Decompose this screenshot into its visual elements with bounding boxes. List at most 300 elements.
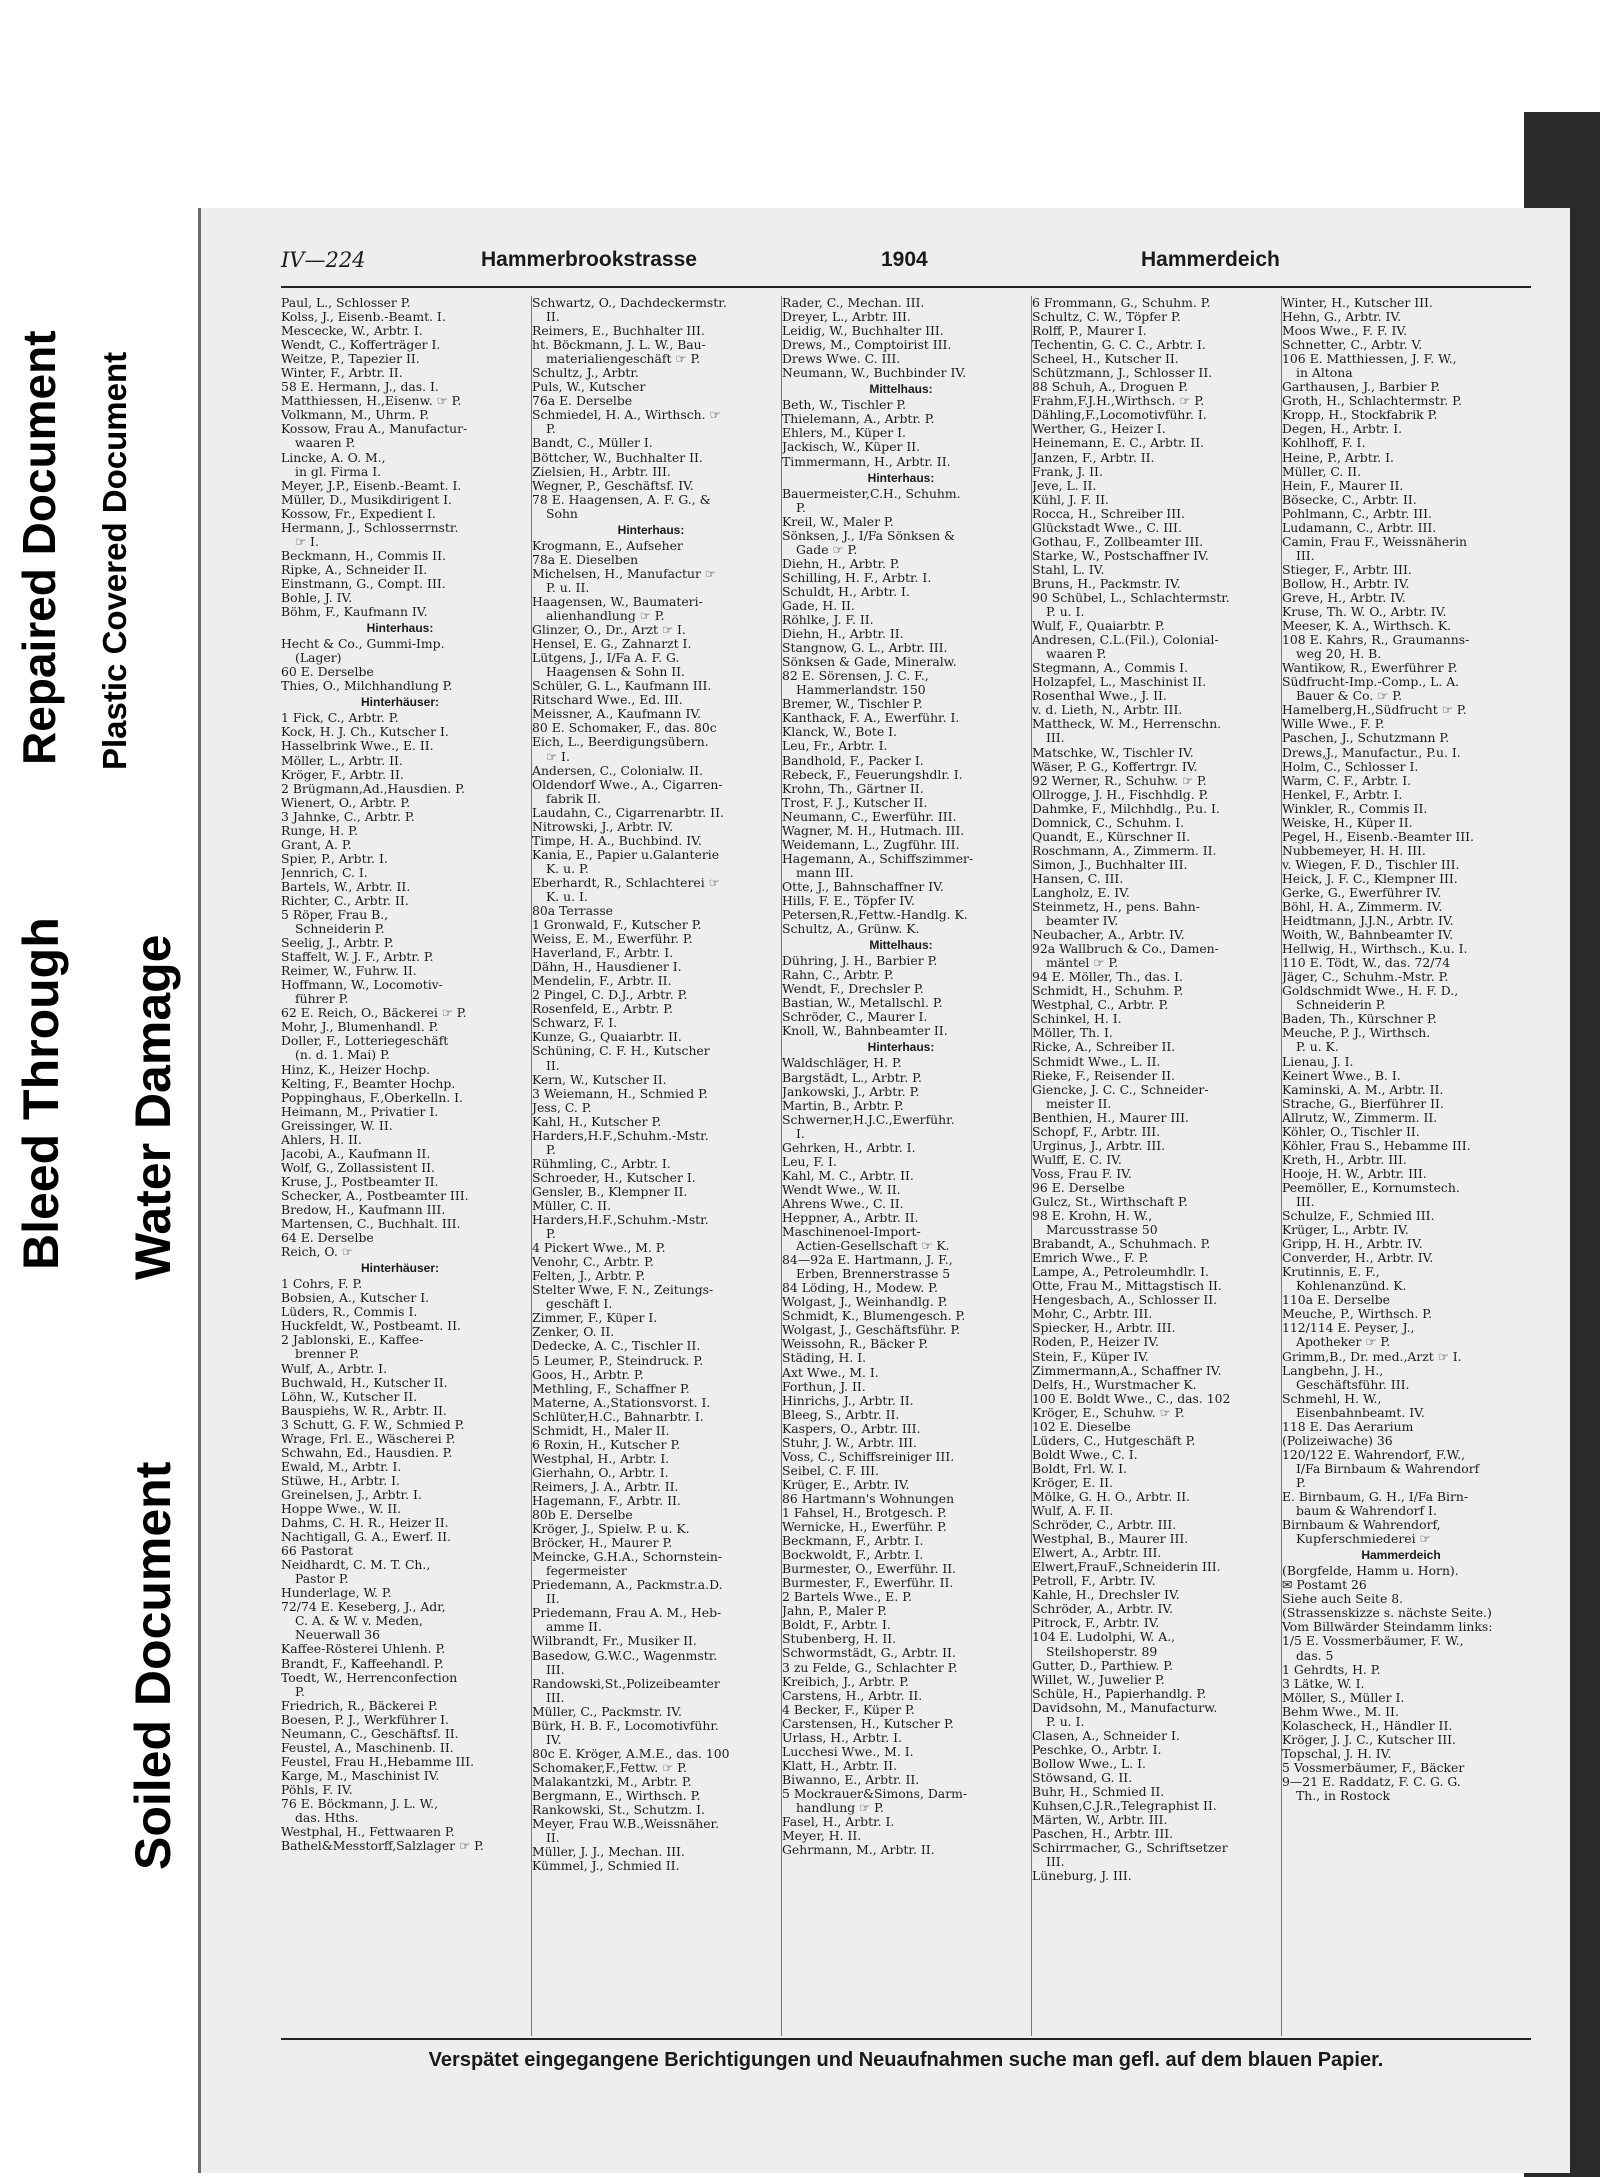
directory-entry: Pitrock, F., Arbtr. IV. [1032,1616,1160,1631]
directory-entry: fabrik II. [546,791,601,806]
directory-entry: 1 Gehrdts, H. P. [1282,1662,1381,1677]
directory-entry: Schomaker,F.,Fettw. ☞ P. [532,1760,687,1775]
directory-entry: Petersen,R.,Fettw.-Handlg. K. [782,908,968,923]
directory-entry: 3 Lätke, W. I. [1282,1676,1365,1691]
directory-entry: P. [796,500,806,515]
directory-entry: Reimer, W., Fuhrw. II. [281,964,417,979]
directory-entry: 1 Gronwald, F., Kutscher P. [532,918,702,933]
directory-entry: Winter, H., Kutscher III. [1282,296,1433,310]
directory-entry: III. [1046,1855,1065,1870]
directory-entry: Greinelsen, J., Arbtr. I. [281,1487,422,1502]
directory-entry: Matthiessen, H.,Eisenw. ☞ P. [281,394,462,409]
directory-entry: Bathel&Messtorff,Salzlager ☞ P. [281,1839,484,1854]
directory-entry: Hensel, E. G., Zahnarzt I. [532,637,692,652]
directory-entry: alienhandlung ☞ P. [546,609,665,624]
label-plastic-covered-document: Plastic Covered Document [96,351,133,770]
directory-entry: 96 E. Derselbe [1032,1180,1125,1195]
directory-entry: 78a E. Dieselben [532,552,639,567]
directory-entry: Bauer & Co. ☞ P. [1296,689,1403,704]
directory-entry: Haagensen & Sohn II. [546,665,685,680]
directory-entry: Neumann, C., Geschäftsf. II. [281,1726,459,1741]
directory-entry: Bauspiehs, W. R., Arbtr. II. [281,1403,447,1418]
directory-entry: Kock, H. J. Ch., Kutscher I. [281,725,449,740]
directory-entry: P. [295,1684,305,1699]
directory-entry: K. u. P. [546,861,589,876]
directory-entry: Kunze, G., Quaiarbtr. II. [532,1030,682,1045]
directory-entry: 1 Fick, C., Arbtr. P. [281,711,399,726]
directory-entry: Paul, L., Schlosser P. [281,296,411,310]
directory-entry: Quandt, E., Kürschner II. [1032,829,1191,844]
directory-entry: Staffelt, W. J. F., Arbtr. P. [281,950,434,965]
directory-entry: Wantikow, R., Ewerführer P. [1282,661,1458,676]
directory-entry: Michelsen, H., Manufactur ☞ [532,566,716,581]
directory-entry: Bürk, H. B. F., Locomotivführ. [532,1718,719,1733]
directory-entry: Starke, W., Postschaffner IV. [1032,548,1209,563]
directory-entry: mann III. [796,865,854,880]
directory-entry: I/Fa Birnbaum & Wahrendorf [1296,1461,1480,1476]
directory-entry: Lienau, J. I. [1282,1054,1354,1069]
directory-entry: 60 E. Derselbe [281,665,374,680]
directory-entry: waaren P. [295,436,356,451]
directory-entry: Langholz, E. IV. [1032,885,1130,900]
directory-entry: Kreth, H., Arbtr. III. [1282,1152,1407,1167]
directory-entry: Klatt, H., Arbtr. II. [782,1758,898,1773]
directory-entry: Winter, F., Arbtr. II. [281,366,403,381]
directory-entry: Lüders, R., Commis I. [281,1305,418,1320]
directory-entry: Schultz, C. W., Töpfer P. [1032,310,1181,325]
directory-entry: Schultz, A., Grünw. K. [782,922,920,937]
directory-entry: Schirrmacher, G., Schriftsetzer [1032,1841,1228,1856]
directory-entry: Wendt, F., Drechsler P. [782,982,924,997]
directory-entry: Möller, Th. I. [1032,1026,1113,1041]
directory-entry: Jackisch, W., Küper II. [782,440,921,455]
directory-entry: Birnbaum & Wahrendorf, [1282,1518,1441,1533]
directory-entry: 106 E. Matthiessen, J. F. W., [1282,352,1457,367]
directory-entry: amme II. [546,1620,602,1635]
directory-entry: Neidhardt, C. M. T. Ch., [281,1558,431,1573]
section-heading: Hinterhaus: [617,522,685,537]
directory-entry: 66 Pastorat [281,1544,353,1559]
directory-entry: Hecht & Co., Gummi-Imp. [281,637,445,652]
directory-entry: Lincke, A. O. M., [281,450,386,465]
directory-entry: Märten, W., Arbtr. III. [1032,1813,1168,1828]
directory-entry: Kolss, J., Eisenb.-Beamt. I. [281,310,446,325]
directory-entry: Schilling, H. F., Arbtr. I. [782,570,932,585]
directory-entry: Burmester, F., Ewerführ. II. [782,1576,954,1591]
directory-entry: Thies, O., Milchhandlung P. [281,679,453,694]
directory-entry: 90 Schübel, L., Schlachtermstr. [1032,590,1230,605]
directory-entry: Möller, L., Arbtr. II. [281,753,403,768]
directory-entry: Hooje, H. W., Arbtr. III. [1282,1166,1427,1181]
directory-entry: Müller, C. II. [532,1199,612,1213]
directory-entry: Camin, Frau F., Weissnäherin [1282,534,1468,549]
directory-entry: Meyer, J.P., Eisenb.-Beamt. I. [281,478,462,493]
directory-entry: Heidtmann, J.J.N., Arbtr. IV. [1282,914,1454,929]
column-5 [1281,296,1520,2036]
directory-entry: Allrutz, W., Zimmerm. II. [1282,1110,1438,1125]
directory-entry: Zielsien, H., Arbtr. III. [532,464,671,479]
directory-entry: Reimers, J. A., Arbtr. II. [532,1479,679,1494]
directory-entry: Dähn, H., Hausdiener I. [532,960,682,975]
directory-entry: Groth, H., Schlachtermstr. P. [1282,394,1462,409]
directory-entry: Schröder, C., Arbtr. III. [1032,1518,1177,1533]
directory-entry: Burmester, O., Ewerführ. II. [782,1562,957,1577]
directory-entry: Böttcher, W., Buchhalter II. [532,450,703,465]
directory-entry: Weiss, E. M., Ewerführ. P. [532,932,693,947]
directory-entry: Clasen, A., Schneider I. [1032,1728,1180,1743]
directory-entry: 4 Pickert Wwe., M. P. [532,1241,666,1256]
directory-entry: Wulf, A., Arbtr. I. [281,1361,388,1376]
directory-entry: Voss, C., Schiffsreiniger III. [782,1449,955,1464]
directory-entry: Maschinenoel-Import- [782,1225,921,1240]
directory-page [198,208,1570,2173]
directory-entry: das. Hths. [295,1811,359,1826]
directory-entry: Seibel, C. F. III. [782,1463,879,1478]
directory-entry: Forthun, J. II. [782,1379,866,1394]
directory-entry: Nubbemeyer, H. H. III. [1282,843,1426,858]
directory-entry: Petroll, F., Arbtr. IV. [1032,1574,1156,1589]
directory-entry: Böhm, F., Kaufmann IV. [281,605,428,620]
directory-entry: 80c E. Kröger, A.M.E., das. 100 [532,1746,730,1761]
directory-entry: Roschmann, A., Zimmerm. II. [1032,843,1217,858]
directory-entry: in gl. Firma I. [295,464,382,479]
directory-entry: Stangnow, G. L., Arbtr. III. [782,641,948,656]
directory-entry: Hoppe Wwe., W. II. [281,1501,402,1516]
directory-entry: (n. d. 1. Mai) P. [295,1048,390,1063]
directory-entry: Toedt, W., Herrenconfection [281,1670,458,1685]
directory-entry: Dahms, C. H. R., Heizer II. [281,1516,449,1531]
directory-entry: Axt Wwe., M. I. [782,1365,879,1380]
directory-entry: Einstmann, G., Compt. III. [281,576,446,591]
directory-entry: Boesen, P. J., Werkführer I. [281,1712,449,1727]
directory-entry: Boldt, Frl. W. I. [1032,1461,1127,1476]
directory-entry: 3 zu Felde, G., Schlachter P. [782,1660,958,1675]
street-title-right: Hammerdeich [1141,248,1280,271]
directory-entry: v. d. Lieth, N., Arbtr. III. [1032,703,1183,718]
directory-entry: Zenker, O. II. [532,1325,615,1340]
directory-entry: Richter, C., Arbtr. II. [281,893,409,908]
directory-entry: Feustel, A., Maschinenb. II. [281,1740,454,1755]
directory-entry: Kaffee-Rösterei Uhlenh. P. [281,1642,446,1657]
directory-entry: 118 E. Das Aerarium [1282,1419,1414,1434]
directory-entry: 4 Becker, F., Küper P. [782,1702,915,1717]
directory-entry: Steinmetz, H., pens. Bahn- [1032,900,1200,915]
directory-entry: Gulcz, St., Wirthschaft P. [1032,1195,1188,1209]
directory-entry: 2 Bartels Wwe., E. P. [782,1590,912,1605]
directory-entry: Leu, Fr., Arbtr. I. [782,739,888,754]
directory-entry: Mattheck, W. M., Herrenschn. [1032,717,1222,732]
directory-entry: 64 E. Derselbe [281,1231,374,1246]
directory-entry: Gade ☞ P. [796,542,858,557]
directory-entry: ✉ Postamt 26 [1282,1578,1367,1593]
directory-entry: Schröder, C., Maurer I. [782,1010,928,1025]
directory-entry: ht. Böckmann, J. L. W., Bau- [532,338,706,353]
directory-entry: Gade, H. II. [782,598,855,613]
directory-entry: Timpe, H. A., Buchbind. IV. [532,833,702,848]
directory-entry: Rosenfeld, E., Arbtr. P. [532,1002,673,1017]
directory-entry: Priedemann, Frau A. M., Heb- [532,1606,722,1621]
directory-entry: Wolgast, J., Weinhandlg. P. [782,1295,948,1310]
directory-entry: Eich, L., Beerdigungsübern. [532,735,709,750]
directory-entry: Pegel, H., Eisenb.-Beamter III. [1282,829,1474,844]
directory-entry: Rader, C., Mechan. III. [782,296,925,310]
directory-entry: Drews Wwe. C. III. [782,352,901,367]
directory-entry: Stieger, F., Arbtr. III. [1282,562,1412,577]
directory-entry: Paschen, J., Schutzmann P. [1282,731,1450,746]
directory-entry: Stüwe, H., Arbtr. I. [281,1473,400,1488]
directory-entry: Wrage, Frl. E., Wäscherei P. [281,1431,456,1446]
directory-entry: Oldendorf Wwe., A., Cigarren- [532,777,723,792]
directory-entry: Urlass, H., Arbtr. I. [782,1730,902,1745]
directory-entry: Bandhold, F., Packer I. [782,753,924,768]
directory-entry: Lütgens, J., I/Fa A. F. G. [532,651,680,666]
directory-entry: Bastian, W., Metallschl. P. [782,996,943,1011]
directory-entry: Reimers, E., Buchhalter III. [532,324,705,339]
directory-entry: Dreyer, L., Arbtr. III. [782,310,911,325]
directory-entry: Kuhsen,C.J.R.,Telegraphist II. [1032,1799,1217,1814]
directory-entry: Hinz, K., Heizer Hochp. [281,1062,431,1077]
directory-entry: Emrich Wwe., F. P. [1032,1251,1149,1266]
directory-entry: Rieke, F., Reisender II. [1032,1068,1175,1083]
directory-entry: Goos, H., Arbtr. P. [532,1367,644,1382]
directory-entry: baum & Wahrendorf I. [1296,1504,1437,1519]
directory-entry: Meuche, P., Wirthsch. P. [1282,1307,1433,1322]
directory-entry: Neuerwall 36 [295,1628,381,1643]
directory-entry: Neumann, C., Ewerführ. III. [782,809,957,824]
directory-entry: Schneiderin P. [295,922,385,937]
directory-entry: Haverland, F., Arbtr. I. [532,946,674,961]
directory-entry: Willet, W., Juwelier P. [1032,1672,1165,1687]
directory-entry: III. [1046,731,1065,746]
directory-entry: Haagensen, W., Baumateri- [532,594,703,609]
directory-entry: Frahm,F.J.H.,Wirthsch. ☞ P. [1032,394,1205,409]
directory-entry: Bredow, H., Kaufmann III. [281,1203,446,1217]
directory-entry: Stahl, L. IV. [1032,562,1105,577]
directory-entry: (Borgfelde, Hamm u. Horn). [1282,1564,1459,1579]
directory-entry: 82 E. Sörensen, J. C. F., [782,669,929,684]
directory-entry: Beth, W., Tischler P. [782,398,907,413]
directory-entry: Davidsohn, M., Manufacturw. [1032,1700,1218,1715]
directory-entry: Wulf, F., Quaiarbtr. P. [1032,619,1165,634]
directory-entry: Zimmer, F., Küper I. [532,1311,658,1326]
directory-entry: 84 Löding, H., Modew. P. [782,1281,938,1296]
directory-entry: Kaminski, A. M., Arbtr. II. [1282,1082,1444,1097]
directory-entry: handlung ☞ P. [796,1800,884,1815]
directory-entry: meister II. [1046,1096,1112,1111]
directory-entry: Henkel, F., Arbtr. I. [1282,787,1403,802]
directory-entry: Werther, G., Heizer I. [1032,422,1166,437]
directory-entry: 76a E. Derselbe [532,394,633,409]
directory-entry: Röhlke, J. F. II. [782,613,874,628]
directory-entry: Wendt Wwe., W. II. [782,1182,901,1197]
directory-entry: Wulff, E. C. IV. [1032,1152,1122,1167]
directory-entry: Gothau, F., Zollbeamter III. [1032,534,1204,549]
directory-entry: 1 Fahsel, H., Brotgesch. P. [782,1505,947,1520]
directory-entry: Grimm,B., Dr. med.,Arzt ☞ I. [1282,1349,1462,1364]
directory-entry: P. u. I. [1046,605,1085,620]
directory-entry: führer P. [295,992,349,1007]
directory-entry: Schwerner,H.J.C.,Ewerführ. [782,1112,955,1127]
directory-entry: Scheel, H., Kutscher II. [1032,352,1179,367]
section-heading: Hinterhäuser: [360,695,440,710]
directory-entry: geschäft I. [546,1297,613,1312]
directory-entry: Waldschläger, H. P. [782,1056,902,1071]
directory-entry: Kropp, H., Stockfabrik P. [1282,408,1438,423]
directory-entry: Bargstädt, L., Arbtr. P. [782,1070,922,1085]
directory-entry: Mohr, C., Arbtr. III. [1032,1307,1153,1322]
directory-entry: Krohn, Th., Gärtner II. [782,781,924,796]
directory-entry: Baden, Th., Kürschner P. [1282,1012,1437,1027]
directory-entry: Wilbrandt, Fr., Musiker II. [532,1634,697,1649]
directory-entry: Müller, D., Musikdirigent I. [281,492,452,507]
directory-entry: Kahl, H., Kutscher P. [532,1114,662,1129]
directory-entry: Kossow, Fr., Expedient I. [281,506,436,521]
directory-columns [281,296,1531,2036]
directory-entry: Wernicke, H., Ewerführ. P. [782,1520,947,1535]
directory-entry: in Altona [1296,366,1353,381]
directory-entry: Zimmermann,A., Schaffner IV. [1032,1363,1222,1378]
directory-entry: Lucchesi Wwe., M. I. [782,1744,914,1759]
section-heading: Mittelhaus: [869,938,933,953]
directory-entry: Mohr, J., Blumenhandl. P. [281,1020,439,1035]
directory-entry: 78 E. Haagensen, A. F. G., & [532,492,711,507]
directory-entry: Martensen, C., Buchhalt. III. [281,1217,461,1232]
directory-entry: Lüneburg, J. III. [1032,1869,1132,1884]
directory-entry: 6 Roxin, H., Kutscher P. [532,1437,681,1452]
directory-entry: Hellwig, H., Wirthsch., K.u. I. [1282,942,1468,957]
directory-entry: Topschal, J. H. IV. [1282,1746,1392,1761]
directory-entry: Jeve, L. II. [1032,478,1097,493]
directory-entry: Kröger, E. II. [1032,1475,1113,1490]
directory-entry: Grant, A. P. [281,837,352,852]
directory-entry: Schuldt, H., Arbtr. I. [782,584,910,599]
directory-entry: Volkmann, M., Uhrm. P. [281,408,429,423]
directory-entry: Malakantzki, M., Arbtr. P. [532,1774,692,1789]
directory-entry: Kreil, W., Maler P. [782,514,894,529]
label-soiled-document: Soiled Document [125,1461,181,1870]
directory-entry: Jess, C. P. [532,1100,592,1115]
directory-entry: 120/122 E. Wahrendorf, F.W., [1282,1447,1465,1462]
directory-entry: Gerke, G., Ewerführer IV. [1282,885,1442,900]
directory-entry: Feustel, Frau H.,Hebamme III. [281,1754,475,1769]
directory-entry: 2 Pingel, C. D.J., Arbtr. P. [532,988,688,1003]
directory-entry: Kolascheck, H., Händler II. [1282,1718,1453,1733]
directory-entry: Moos Wwe., F. F. IV. [1282,324,1408,339]
directory-entry: (Lager) [295,651,342,666]
directory-entry: I. [796,1126,805,1141]
directory-entry: 3 Jahnke, C., Arbtr. P. [281,809,415,824]
directory-entry: Meyer, H. II. [782,1829,862,1844]
directory-entry: Glinzer, O., Dr., Arzt ☞ I. [532,623,686,638]
directory-entry: Sönksen & Gade, Mineralw. [782,655,957,670]
directory-entry: Eberhardt, R., Schlachterei ☞ [532,875,720,890]
directory-entry: Poppinghaus, F.,Oberkelln. I. [281,1090,463,1105]
directory-entry: Roden, P., Heizer IV. [1032,1335,1159,1350]
directory-entry: Klanck, W., Bote I. [782,725,897,740]
directory-entry: Meissner, A., Kaufmann IV. [532,707,702,722]
directory-entry: Stuhr, J. W., Arbtr. III. [782,1435,917,1450]
directory-entry: Rühmling, C., Arbtr. I. [532,1156,671,1171]
directory-entry: Diehn, H., Arbtr. II. [782,627,904,642]
directory-entry: Bösecke, C., Arbtr. II. [1282,492,1417,507]
directory-entry: Schüning, C. F. H., Kutscher [532,1044,710,1059]
directory-entry: Heppner, A., Arbtr. II. [782,1211,919,1225]
directory-entry: Heick, J. F. C., Klempner III. [1282,871,1458,886]
directory-entry: Elwert,FrauF.,Schneiderin III. [1032,1560,1221,1575]
directory-entry: Wienert, O., Arbtr. P. [281,795,411,810]
directory-entry: Hunderlage, W. P. [281,1586,392,1601]
directory-entry: Weiske, H., Küper II. [1282,815,1413,830]
street-title-left: Hammerbrookstrasse [481,248,697,271]
side-label-strip [0,250,190,1900]
directory-entry: Köhler, O., Tischler II. [1282,1124,1420,1139]
directory-entry: Krogmann, E., Aufseher [532,538,683,553]
directory-entry: Dahmke, F., Milchhdlg., P.u. I. [1032,801,1220,816]
directory-entry: 72/74 E. Keseberg, J., Adr, [281,1600,446,1615]
directory-entry: Neubacher, A., Arbtr. IV. [1032,928,1185,943]
directory-entry: Wille Wwe., F. P. [1282,717,1385,732]
directory-entry: Heimann, M., Privatier I. [281,1104,439,1119]
directory-entry: Dühring, J. H., Barbier P. [782,954,938,969]
directory-entry: Strache, G., Bierführer II. [1282,1096,1444,1111]
directory-entry: Krüger, E., Arbtr. IV. [782,1477,910,1492]
directory-entry: Friedrich, R., Bäckerei P. [281,1698,438,1713]
directory-entry: Stubenberg, H. II. [782,1632,897,1647]
directory-entry: Lüders, C., Hutgeschäft P. [1032,1433,1196,1448]
directory-entry: Leidig, W., Buchhalter III. [782,324,944,339]
directory-entry: Kümmel, J., Schmied II. [532,1859,680,1874]
directory-entry: Peschke, O., Arbtr. I. [1032,1742,1162,1757]
directory-entry: waaren P. [1046,647,1107,662]
directory-entry: Delfs, H., Wurstmacher K. [1032,1377,1197,1392]
directory-entry: Vom Billwärder Steindamm links: [1282,1620,1493,1635]
directory-entry: Bauermeister,C.H., Schuhm. [782,486,961,501]
directory-entry: Gehrken, H., Arbtr. I. [782,1140,916,1155]
directory-entry: Erben, Brennerstrasse 5 [796,1267,951,1282]
directory-entry: Weitze, P., Tapezier II. [281,352,420,367]
directory-entry: 1/5 E. Vossmerbäumer, F. W., [1282,1634,1464,1649]
directory-entry: Kohlenanzünd. K. [1296,1279,1407,1294]
directory-entry: Fasel, H., Arbtr. I. [782,1815,895,1830]
directory-entry: Garthausen, J., Barbier P. [1282,380,1441,395]
directory-entry: 110 E. Tödt, W., das. 72/74 [1282,956,1451,971]
directory-entry: Steilshoperstr. 89 [1046,1644,1158,1659]
directory-entry: Harders,H.F.,Schuhm.-Mstr. [532,1213,709,1228]
directory-entry: Woith, W., Bahnbeamter IV. [1282,928,1454,943]
directory-entry: Hagemann, F., Arbtr. II. [532,1493,681,1508]
directory-entry: E. Birnbaum, G. H., I/Fa Birn- [1282,1489,1469,1504]
directory-entry: Janzen, F., Arbtr. II. [1032,450,1155,465]
directory-entry: Stegmann, A., Commis I. [1032,661,1189,676]
directory-entry: Müller, J. J., Mechan. III. [532,1845,685,1860]
directory-entry: Techentin, G. C. C., Arbtr. I. [1032,338,1206,353]
directory-entry: Hagemann, A., Schiffszimmer- [782,851,974,866]
directory-entry: Keinert Wwe., B. I. [1282,1068,1401,1083]
directory-entry: Meyer, Frau W.B.,Weissnäher. [532,1817,720,1832]
directory-entry: fegermeister [546,1564,627,1579]
directory-entry: Holzapfel, L., Maschinist II. [1032,675,1207,690]
directory-entry: Seelig, J., Arbtr. P. [281,936,394,951]
directory-entry: Harders,H.F.,Schuhm.-Mstr. [532,1128,709,1143]
directory-entry: Hamelberg,H.,Südfrucht ☞ P. [1282,703,1467,718]
directory-entry: Schecker, A., Postbeamter III. [281,1188,469,1203]
directory-entry: Domnick, C., Schuhm. I. [1032,815,1185,830]
directory-entry: Westphal, B., Maurer III. [1032,1532,1189,1547]
directory-entry: Kruse, Th. W. O., Arbtr. IV. [1282,605,1447,620]
directory-entry: 80b E. Derselbe [532,1508,633,1523]
directory-entry: Sönksen, J., I/Fa Sönksen & [782,528,956,543]
directory-entry: Bandt, C., Müller I. [532,436,653,451]
